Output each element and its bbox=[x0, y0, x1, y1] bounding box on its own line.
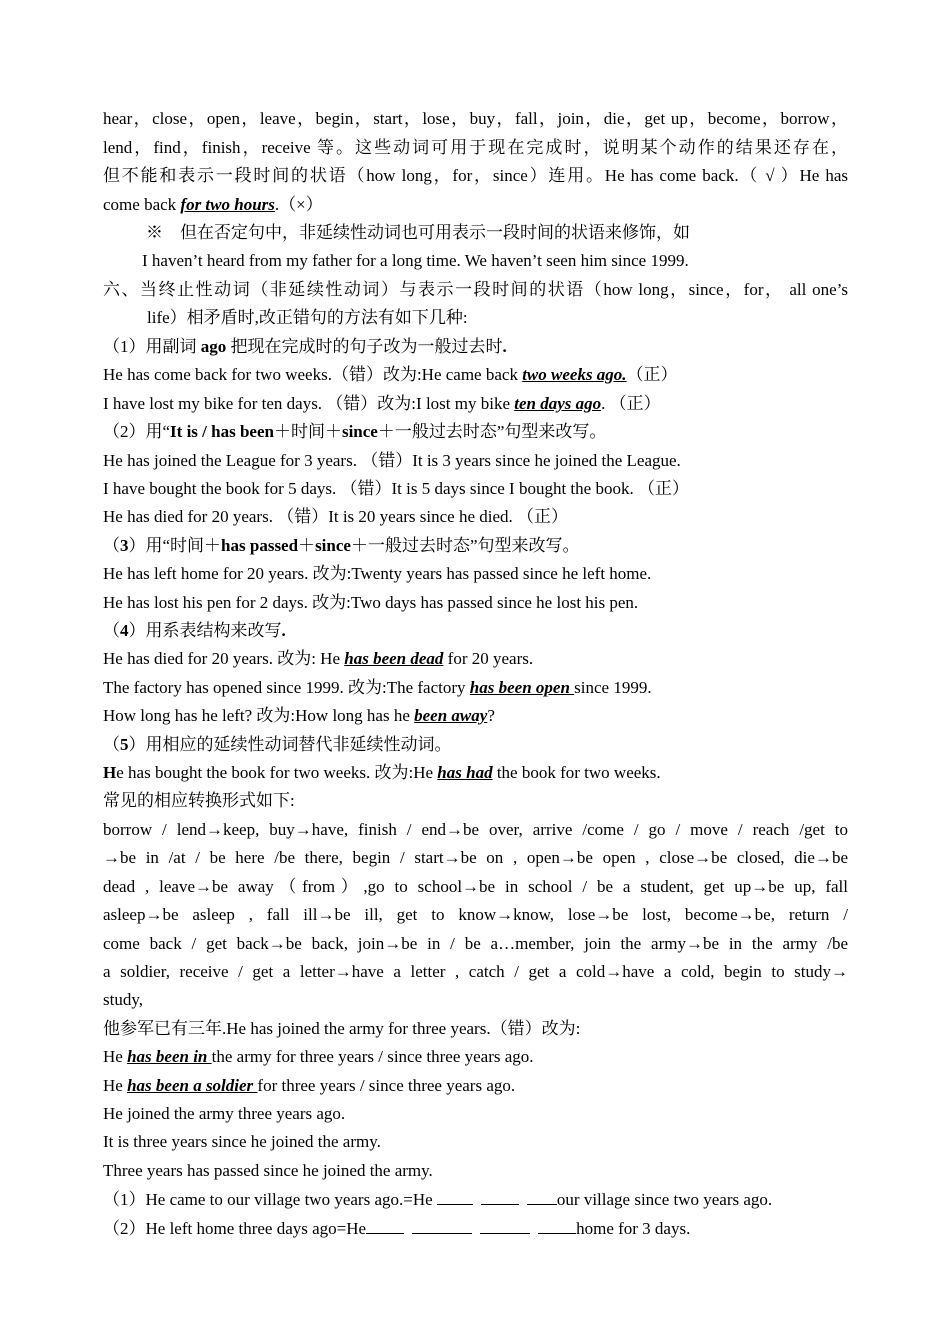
example-line: He has been a soldier for three years / since three years ago. bbox=[103, 1076, 516, 1095]
emphasis: has been a soldier bbox=[127, 1076, 258, 1095]
conversion-line: study, bbox=[103, 990, 143, 1009]
text-line: 但不能和表示一段时间的状语（how long，for，since）连用。He has come back.（ √ ）He has bbox=[103, 166, 848, 185]
conversion-line: borrow / lend→keep, buy→have, finish / end→be over, arrive /come / go / move / reach /get to bbox=[103, 820, 848, 839]
conversion-line: asleep→be asleep , fall ill→be ill, get to know→know, lose→be lost, become→be, return / bbox=[103, 905, 848, 924]
emphasis: two weeks ago. bbox=[522, 365, 627, 384]
example-line: I have bought the book for 5 days. （错）It is 5 days since I bought the book. （正） bbox=[103, 479, 689, 498]
conversion-line: a soldier, receive / get a letter→have a letter , catch / get a cold→have a cold, begin to study→ bbox=[103, 962, 848, 981]
example-line: How long has he left? 改为:How long has he been away? bbox=[103, 706, 495, 725]
method-heading: （3）用“时间＋has passed＋since＋一般过去时态”句型来改写。 bbox=[103, 536, 580, 555]
example-line: Three years has passed since he joined the army. bbox=[103, 1161, 433, 1180]
emphasis: has had bbox=[437, 763, 493, 782]
exercise-line: （1）He came to our village two years ago.=He our village since two years ago. bbox=[103, 1190, 773, 1209]
emphasis: ten days ago bbox=[514, 394, 602, 413]
example-line: He has joined the League for 3 years. （错）It is 3 years since he joined the League. bbox=[103, 451, 681, 470]
section-heading-cont: life）相矛盾时,改正错句的方法有如下几种: bbox=[147, 308, 468, 327]
method-heading: （4）用系表结构来改写. bbox=[103, 621, 286, 640]
text-line: I haven’t heard from my father for a long time. We haven’t seen him since 1999. bbox=[142, 251, 689, 270]
example-line: He has lost his pen for 2 days. 改为:Two days has passed since he lost his pen. bbox=[103, 593, 639, 612]
method-heading: （2）用“It is / has been＋时间＋since＋一般过去时态”句型来改写。 bbox=[103, 422, 607, 441]
method-heading: （1）用副词 ago 把现在完成时的句子改为一般过去时. bbox=[103, 337, 507, 356]
text-line: 常见的相应转换形式如下: bbox=[103, 791, 295, 810]
emphasis: been away bbox=[414, 706, 488, 725]
section-heading: 六、当终止性动词（非延续性动词）与表示一段时间的状语（how long，since，for， all one’s bbox=[103, 280, 848, 299]
example-line: He has bought the book for two weeks. 改为:He has had the book for two weeks. bbox=[103, 763, 661, 782]
emphasis: has been in bbox=[127, 1047, 212, 1066]
answer-blank[interactable] bbox=[412, 1218, 472, 1234]
text-line: hear，close，open，leave，begin，start，lose，buy，fall，join，die，get up，become，borrow， bbox=[103, 109, 848, 128]
example-line: He has been in the army for three years / since three years ago. bbox=[103, 1047, 534, 1066]
exercise-line: （2）He left home three days ago=He home for 3 days. bbox=[103, 1219, 691, 1238]
emphasis: for two hours bbox=[180, 195, 275, 214]
example-line: He has come back for two weeks.（错）改为:He came back two weeks ago.（正） bbox=[103, 365, 678, 384]
example-line: It is three years since he joined the army. bbox=[103, 1132, 381, 1151]
conversion-line: come back / get back→be back, join→be in / be a…member, join the army→be in the army /be bbox=[103, 934, 848, 953]
answer-blank[interactable] bbox=[480, 1218, 530, 1234]
answer-blank[interactable] bbox=[527, 1189, 557, 1205]
answer-blank[interactable] bbox=[366, 1218, 404, 1234]
conversion-line: →be in /at / be here /be there, begin / start→be on , open→be open , close→be closed, die→be bbox=[103, 848, 848, 867]
example-line: He has died for 20 years. 改为: He has been dead for 20 years. bbox=[103, 649, 534, 668]
example-line: He joined the army three years ago. bbox=[103, 1104, 346, 1123]
answer-blank[interactable] bbox=[538, 1218, 576, 1234]
answer-blank[interactable] bbox=[481, 1189, 519, 1205]
emphasis: has been dead bbox=[344, 649, 444, 668]
note-line: ※ 但在否定句中，非延续性动词也可用表示一段时间的状语来修饰，如 bbox=[146, 223, 690, 242]
text-line: lend，find，finish，receive 等。这些动词可用于现在完成时，说明某个动作的结果还存在， bbox=[103, 138, 848, 157]
example-line: He has left home for 20 years. 改为:Twenty years has passed since he left home. bbox=[103, 564, 652, 583]
emphasis: has been open bbox=[469, 678, 575, 697]
example-line: The factory has opened since 1999. 改为:The factory has been open since 1999. bbox=[103, 678, 652, 697]
text-line: come back for two hours.（×） bbox=[103, 195, 323, 214]
example-line: He has died for 20 years. （错）It is 20 years since he died. （正） bbox=[103, 507, 569, 526]
conversion-line: dead , leave→be away（from）,go to school→be in school / be a student, get up→be up, fall bbox=[103, 877, 848, 896]
method-heading: （5）用相应的延续性动词替代非延续性动词。 bbox=[103, 735, 452, 754]
example-line: I have lost my bike for ten days. （错）改为:I lost my bike ten days ago. （正） bbox=[103, 394, 661, 413]
example-line: 他参军已有三年.He has joined the army for three years.（错）改为: bbox=[103, 1019, 581, 1038]
answer-blank[interactable] bbox=[437, 1189, 473, 1205]
